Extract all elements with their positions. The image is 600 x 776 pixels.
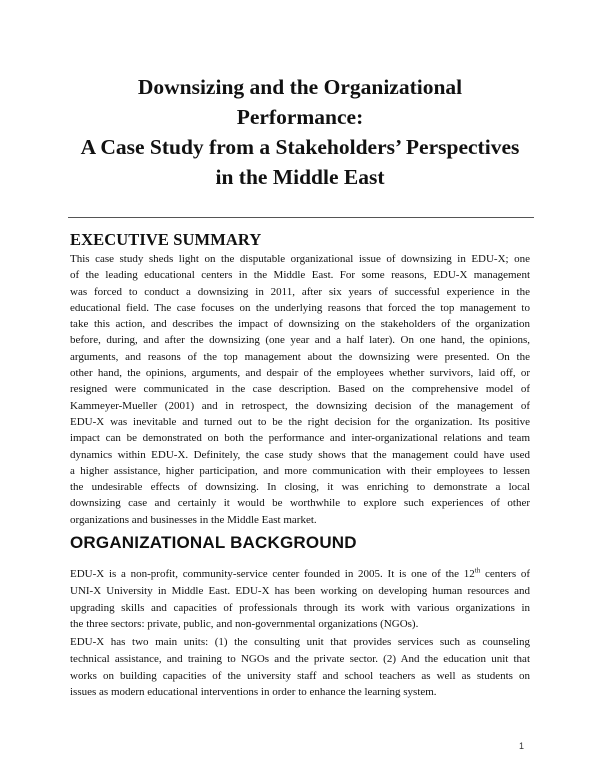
paragraph-line: upgrading skills and capacities of professionals through its work with various organizations in — [70, 601, 530, 614]
summary-line: a higher assistance, higher participation, and more communication with their employees to lessen — [70, 464, 530, 477]
summary-line: EDU-X was inevitable and turned out to be the right decision for the organization. Its positive — [70, 415, 530, 428]
summary-line: of the leading educational centers in the Middle East. For some reasons, EDU-X management — [70, 269, 530, 282]
title-line: in the Middle East — [215, 165, 385, 189]
title-line: Downsizing and the Organizational — [137, 75, 463, 99]
summary-line: before, during, and after the downsizing (one year and a half later). On one hand, the opinions, — [70, 334, 530, 347]
paragraph-line: technical assistance, and training to NGOs and the private sector. (2) And the education unit that — [70, 652, 530, 665]
summary-line: was forced to conduct a downsizing in 2011, after six years of successful experience in the — [70, 285, 530, 298]
summary-line: impact can be demonstrated on both the performance and inter-organizational relations and team — [70, 432, 530, 445]
executive-summary-heading: EXECUTIVE SUMMARY — [70, 230, 262, 249]
summary-line: organizations and businesses in the Middle East market. — [70, 513, 317, 526]
paragraph-line-text: centers of — [480, 568, 530, 580]
summary-line: Kammeyer-Mueller (2001) and in retrospect, the downsizing decision of the management of — [70, 399, 530, 412]
title-divider — [68, 217, 534, 218]
paragraph-line: issues as modern educational interventions in order to enhance the learning system. — [70, 686, 437, 699]
background-paragraph-1 — [70, 566, 530, 633]
summary-line: This case study sheds light on the disputable organizational issue of downsizing in EDU-X; one — [70, 253, 530, 265]
executive-summary-body — [70, 251, 530, 528]
paragraph-line — [70, 566, 530, 583]
summary-line: downsizing case and certainly it would be worthwhile to explore such experiences of other — [70, 497, 530, 510]
ordinal-superscript: th — [474, 566, 481, 575]
summary-line: other hand, the opinions, arguments, and despair of the employees whether survivors, laid off, or — [70, 367, 530, 380]
summary-line: educational field. The case focuses on the underlying reasons that forced the top management to — [70, 301, 530, 314]
paragraph-line: works on building capacities of the university staff and school teachers as well as students on — [70, 669, 530, 682]
background-paragraph-2 — [70, 634, 530, 701]
organizational-background-heading: ORGANIZATIONAL BACKGROUND — [70, 533, 357, 552]
summary-line: resigned were communicated in the case description. Based on the comprehensive model of — [70, 383, 530, 396]
summary-line: take this action, and describes the impact of downsizing on the stakeholders of the organization — [70, 318, 530, 331]
summary-line: dynamics within EDU-X. Definitely, the case study shows that the management could have used — [70, 448, 530, 461]
paper-title — [60, 72, 540, 192]
page-number: 1 — [519, 741, 525, 751]
title-line: Performance: — [236, 105, 364, 129]
paragraph-line: EDU-X has two main units: (1) the consulting unit that provides services such as counseling — [70, 636, 530, 648]
paragraph-line: UNI-X University in Middle East. EDU-X has been working on developing human resources and — [70, 584, 530, 597]
paragraph-line: the three sectors: private, public, and non-governmental organizations (NGOs). — [70, 618, 419, 631]
summary-line: arguments, and reasons of the top management about the downsizing were presented. On the — [70, 350, 530, 363]
paragraph-line-text: EDU-X is a non-profit, community-service center founded in 2005. It is one of the 12 — [70, 568, 475, 580]
title-line: A Case Study from a Stakeholders’ Perspectives — [80, 135, 520, 159]
summary-line: the undesirable effects of downsizing. In closing, it was enriching to demonstrate a local — [70, 481, 530, 494]
